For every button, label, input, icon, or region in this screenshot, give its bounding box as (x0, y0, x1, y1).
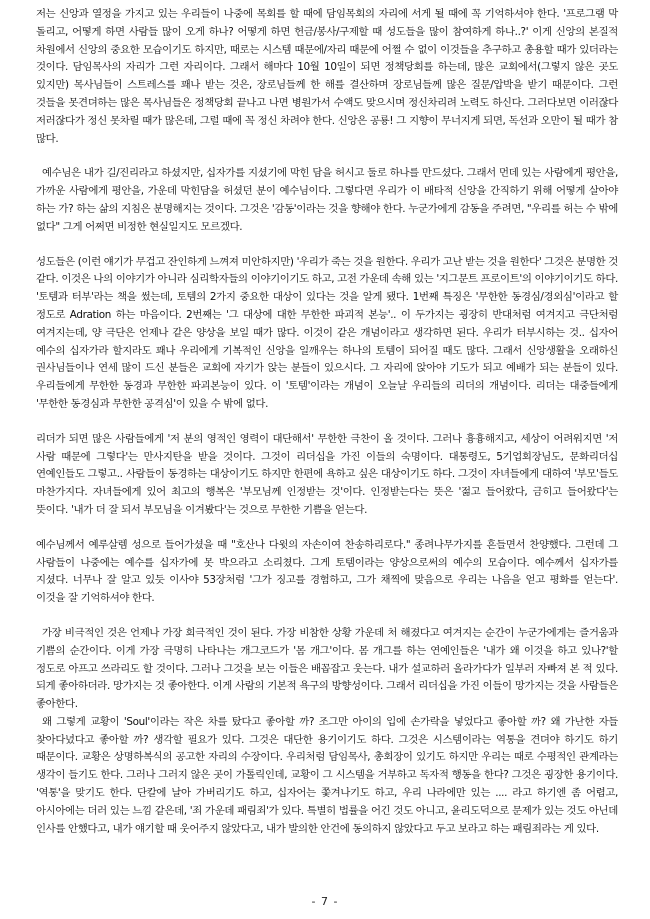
paragraph-3: 성도들은 (이런 얘기가 무겁고 잔인하게 느껴져 미안하지만) '우리가 죽는 것을 원한다. 우리가 고난 받는 것을 원한다' 그것은 분명한 것 같다. 이것은 나의 이야기가 아니라 심리학자들의 이야기이기도 하고, 고전 가운데 속해 있는 '지그문트 프로이트'의 이야기이기도 하다. '토템과 터부'라는 책을 썼는데, 토템의 2가지 중요한 대상이 있다는 것을 알게 됐다. 1번째 특징은 '무한한 동경심/경외심'이라고 할 정도로 Adration 하는 마음이다. 2번째는 '그 대상에 대한 무한한 파괴적 본능'.. 이 두가지는 굉장히 반대처럼 여겨지고 극단처럼 여겨지는데, 양 극단은 언제나 같은 양상을 보일 때가 많다. 이것이 같은 개념이라고 생각하면 된다. 우리가 터부시하는 것.. 십자어 예수의 십자가라 할지라도 꽤나 우리에게 기복적인 신앙을 일깨우는 하나의 토템이 되어질 때도 많다. 그래서 신앙생활을 오래하신 권사님들이나 연세 많이 드신 분들은 교회에 자기가 앉는 분들이 있으시다. 그 자리에 앉아야 기도가 되고 예배가 되는 분들이 있다. 우리들에게 무한한 동경과 무한한 파괴본능이 있다. 이 '토템'이라는 개념이 오늘날 우리들의 리더의 개념이다. 리더는 대중들에게 '무한한 동경심과 무한한 공격심'이 있을 수 밖에 없다. (36, 255, 618, 410)
paragraph-7: 왜 그렇게 교황이 'Soul'이라는 작은 차를 탔다고 좋아할 까? 조그만 아이의 입에 손가락을 넣었다고 좋아할 까? 왜 가난한 자들 찾아다녔다고 좋아할 까? 생각할 필요가 있다. 그것은 대단한 용기이기도 하다. 그것은 시스템이라는 역통을 견뎌야 하기도 하기 때문이다. 교황은 상명하복식의 공고한 자리의 수장이다. 우리처럼 담임목사, 총회장이 있기도 하지만 우리는 때로 수평적인 관계라는 생각이 들기도 한다. 그러나 그러지 않은 곳이 가톨릭인데, 교황이 그 시스템을 거부하고 독자적 행동을 한다? 그것은 굉장한 용기이다. '역통'을 맞기도 한다. 단칼에 날아 가버리기도 하고, 십자어는 쫓겨나기도 하고, 우리 나라에만 있는 .... 라고 하기엔 좀 어렵고, 아시아에는 더러 있는 느낌 같은데, '죄 가운데 패림죄'가 있다. 특별히 법률을 어긴 것도 아니고, 윤리도덕으로 문제가 있는 것도 아닌데 인사를 안했다고, 내가 얘기할 때 웃어주지 않았다고, 내가 발의한 안건에 동의하지 않았다고 두고 보라고 하는 패림죄라는 게 있다. (36, 715, 618, 835)
paragraph-5: 예수님께서 예루살렘 성으로 들어가셨을 때 "호산나 다윗의 자손이여 찬송하리로다." 종려나무가지를 흔들면서 찬양했다. 그런데 그 사람들이 나중에는 예수를 십자가에 못 박으라고 소리쳤다. 그게 토템이라는 양상으로써의 예수의 모습이다. 예수께서 십자가를 지셨다. 너무나 잘 알고 있듯 이사야 53장처럼 '그가 징고를 경험하고, 그가 채찍에 맞음으로 우리는 나음을 얻고 평화를 얻는다'. 이것을 잘 기억하셔야 한다. (36, 538, 618, 605)
paragraph-1: 저는 신앙과 열정을 가지고 있는 우리들이 나중에 목회를 할 때에 담임목회의 자리에 서게 될 때에 꼭 기억하셔야 한다. '프로그램 막 돌리고, 어떻게 하면 사람들 많이 오게 하나? 어떻게 하면 헌금/봉사/구제할 때 성도들을 많이 참여하게 하나..?' 이게 신앙의 본질적 차원에서 신앙의 중요한 모습이기도 하지만, 때로는 시스템 때문에/자리 때문에 어쩔 수 없이 이것들을 추구하고 총용할 때가 있더라는 것이다. 담임목사의 자리가 그런 자리이다. 그래서 해마다 10월 10일이 되면 정책당회를 하는데, 많은 교회에서(그렇지 않은 곳도 있지만) 목사님들이 스트레스를 꽤나 받는 것은, 장로님들께 한 해를 결산하며 장로님들께 많은 질문/압박을 받기 때문이다. 그런 것들을 못견뎌하는 많은 목사님들은 정책당회 끝나고 나면 병원가서 수액도 맞으시며 정신차리려 노력도 하신다. 그러다보면 이러잖다 저러잖다가 정신 못차릴 때가 많은데, 그럴 때에 꼭 정신 차려야 한다. 신앙은 공룡! 그 지향이 무너지게 되면, 독선과 오만이 될 때가 참 많다. (36, 8, 618, 145)
paragraph-6: 가장 비극적인 것은 언제나 가장 희극적인 것이 된다. 가장 비참한 상황 가운데 처 해졌다고 여겨지는 순간이 누군가에게는 즐거움과 기쁨의 순간이다. 이게 가장 극명히 나타나는 개그코드가 '몸 개그'이다. 몸 개그를 하는 연예인들은 '내가 왜 이것을 하고 있나?'할 정도로 아프고 쓰라리도 할 것이다. 그러나 그것을 보는 이들은 배꼽잡고 웃는다. 내가 설교하러 올라가다가 일부러 자빠져 본 적 있다. 되게 좋아하더라. 망가지는 것 좋아한다. 이게 사람의 기본적 욕구의 방향성이다. 그래서 리더십을 가진 이들이 망가지는 것을 사람들은 좋아한다. (36, 626, 618, 711)
page-number: - 7 - (311, 895, 339, 908)
paragraph-4: 리더가 되면 많은 사람들에게 '저 분의 영적인 영력이 대단해서' 무한한 극찬이 올 것이다. 그러나 흉흉해지고, 세상이 어려워지면 '저 사람 때문에 그렇다'는 만사지탄을 받을 것이다. 그것이 리더십을 가진 이들의 숙명이다. 대통령도, 5기업회장님도, 문화리더십 연예인들도 그렇고.. 사람들이 동경하는 대상이기도 하지만 한편에 욕하고 싶은 대상이기도 하다. 그것이 자녀들에게 대하여 '부모'들도 마찬가지다. 자녀들에게 있어 최고의 행복은 '부모님께 인정받는 것'이다. 인정받는다는 뜻은 '젊고 들어왔다, 금히고 들어왔다'는 뜻이다. '내가 더 잘 되서 부모님을 이겨봤다'는 것으로 무한한 기쁨을 얻는다. (36, 432, 618, 516)
paragraph-2: 예수님은 내가 길/진리라고 하셨지만, 십자가를 지셨기에 막힌 담을 허시고 둘로 하나를 만드셨다. 그래서 먼데 있는 사람에게 평안을, 가까운 사람에게 평안을, 가운데 막힌담을 허셨던 분이 예수님이다. 그렇다면 우리가 이 배타적 신앙을 간직하기 위해 어떻게 살아야 하는 가? 하는 삶의 지침은 분명해지는 것이다. 그것은 '감동'이라는 것을 향해야 한다. 누군가에게 감동을 주려면, "우리를 허는 수 밖에 없다" 그게 어쩌면 비정한 현실일지도 모르겠다. (36, 167, 618, 233)
